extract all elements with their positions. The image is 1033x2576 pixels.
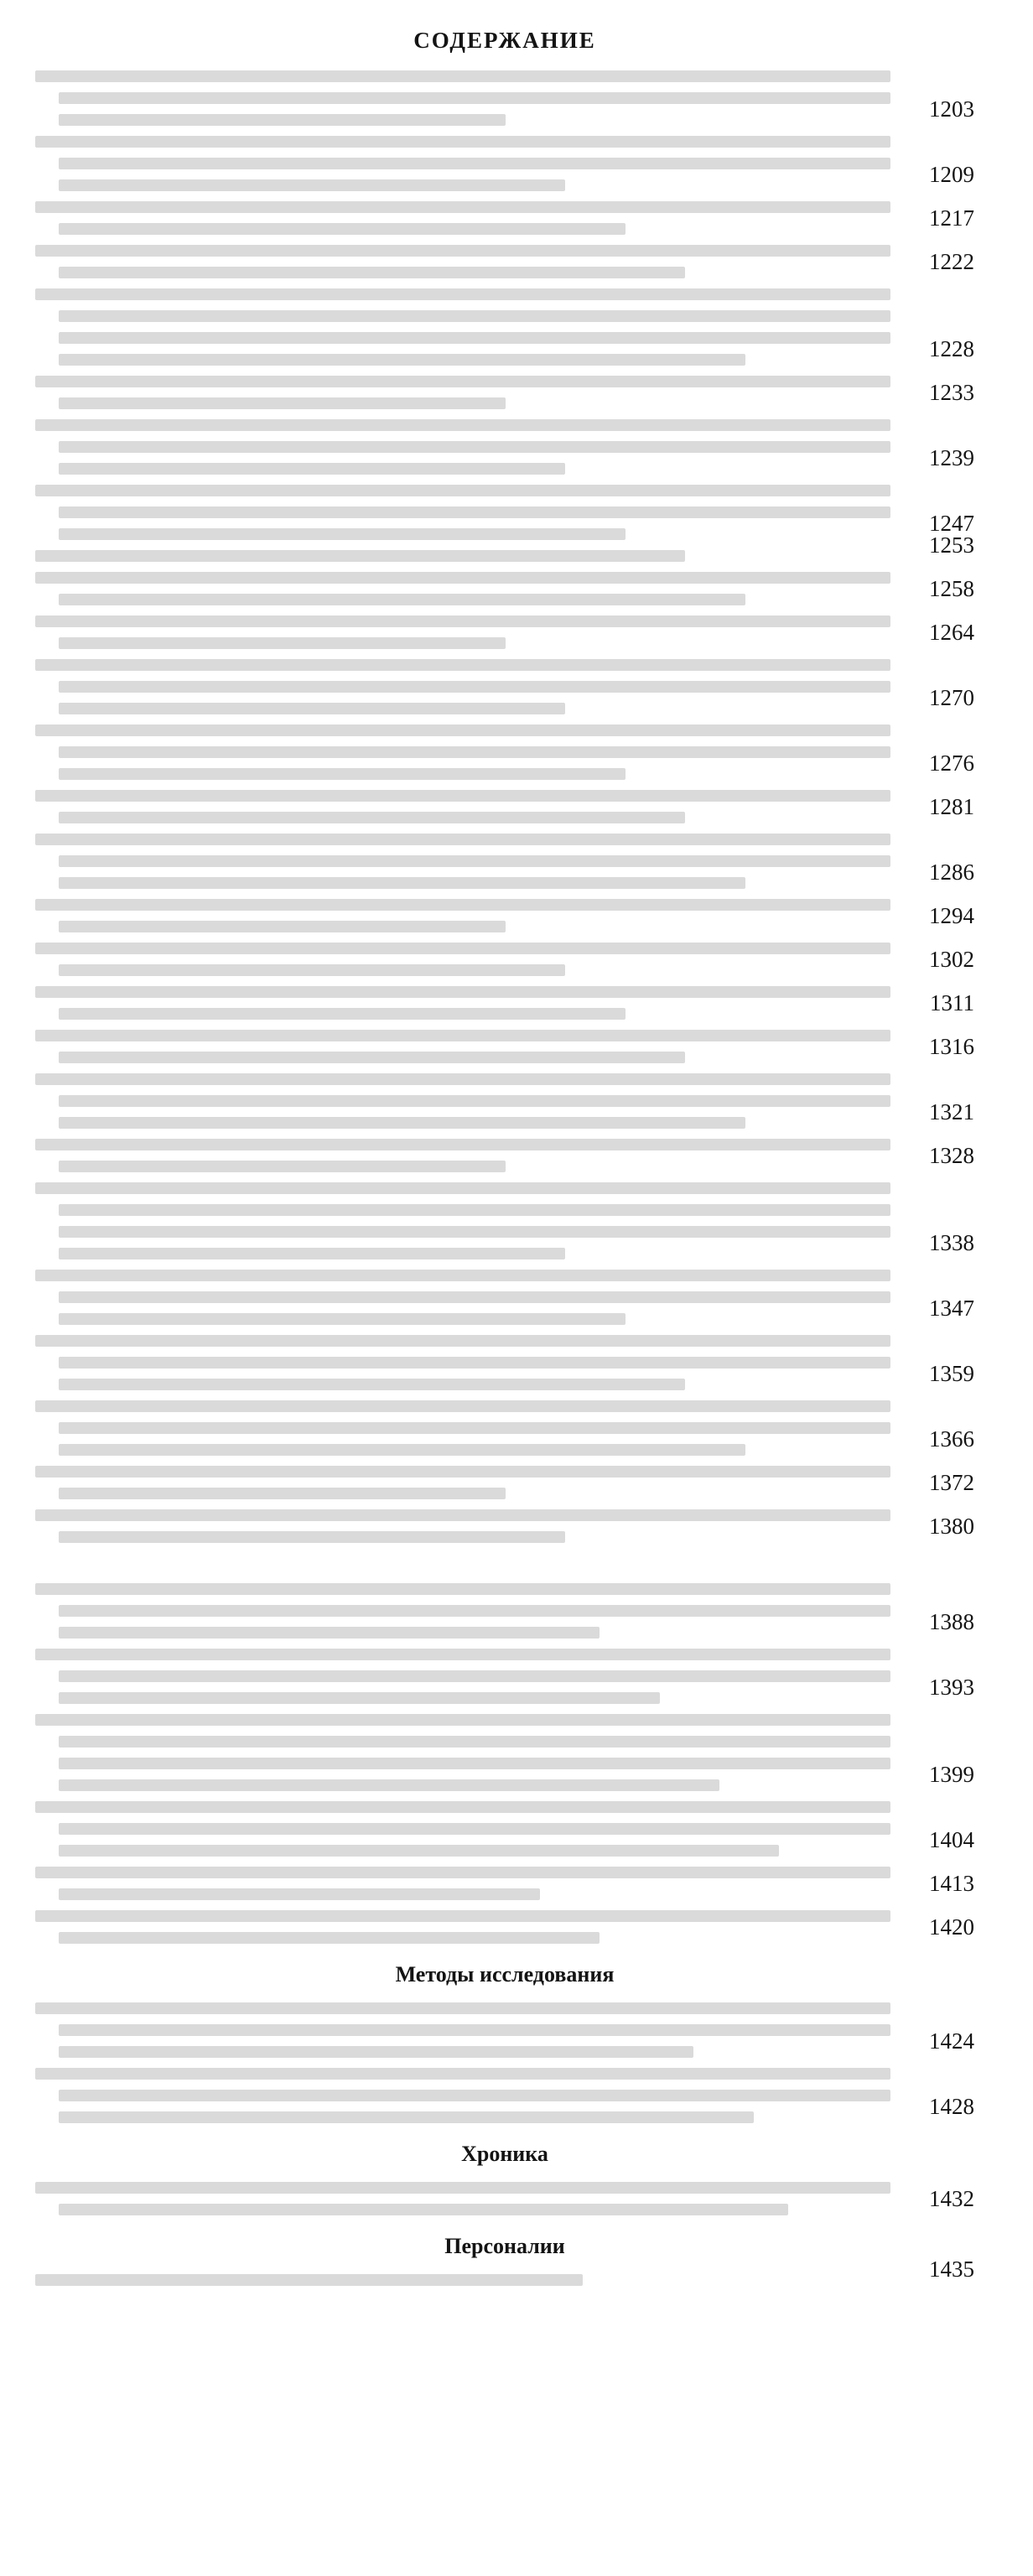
text-line — [59, 2111, 754, 2123]
toc-entry — [35, 1867, 974, 1900]
text-line — [59, 332, 890, 344]
entry-text-placeholder — [35, 790, 890, 823]
toc-entry — [35, 419, 974, 475]
toc-entry — [35, 1509, 974, 1543]
text-line — [59, 921, 506, 932]
text-line — [59, 528, 626, 540]
toc-entry — [35, 1073, 974, 1129]
page-number: 1399 — [929, 1762, 974, 1787]
text-line — [59, 2090, 890, 2101]
text-line — [35, 1139, 890, 1150]
toc-entry — [35, 376, 974, 409]
entry-text-placeholder — [35, 2002, 890, 2058]
text-line — [59, 1204, 890, 1216]
page-number: 1424 — [929, 2028, 974, 2054]
page-number: 1428 — [929, 2094, 974, 2119]
toc-entry — [35, 2068, 974, 2123]
text-line — [59, 1008, 626, 1020]
text-line — [59, 158, 890, 169]
text-line — [35, 2068, 890, 2080]
text-line — [59, 703, 565, 714]
text-line — [59, 1161, 506, 1172]
toc-section — [35, 70, 974, 1543]
text-line — [35, 659, 890, 671]
entry-text-placeholder — [35, 1030, 890, 1063]
page-number: 1217 — [929, 205, 974, 231]
text-line — [59, 179, 565, 191]
text-line — [35, 1801, 890, 1813]
page-number: 1432 — [929, 2186, 974, 2211]
text-line — [35, 724, 890, 736]
entry-text-placeholder — [35, 2274, 890, 2286]
text-line — [59, 1117, 745, 1129]
text-line — [35, 376, 890, 387]
toc-entry — [35, 2257, 974, 2286]
page-number: 1281 — [929, 794, 974, 819]
toc-section — [35, 1583, 974, 1944]
text-line — [59, 92, 890, 104]
text-line — [35, 1583, 890, 1595]
entry-text-placeholder — [35, 1801, 890, 1857]
text-line — [59, 1052, 685, 1063]
page-number: 1380 — [929, 1514, 974, 1539]
text-line — [59, 1627, 600, 1639]
text-line — [35, 1030, 890, 1041]
text-line — [59, 1888, 540, 1900]
page-number: 1239 — [929, 445, 974, 470]
text-line — [35, 790, 890, 802]
toc-entry — [35, 899, 974, 932]
text-line — [35, 1400, 890, 1412]
text-line — [35, 943, 890, 954]
text-line — [35, 136, 890, 148]
toc-entry — [35, 615, 974, 649]
text-line — [59, 1357, 890, 1368]
toc-entry — [35, 70, 974, 126]
entry-text-placeholder — [35, 2068, 890, 2123]
text-line — [59, 855, 890, 867]
text-line — [35, 201, 890, 213]
text-line — [35, 245, 890, 257]
section-heading: Персоналии — [444, 2234, 565, 2258]
entry-text-placeholder — [35, 1466, 890, 1499]
entry-text-placeholder — [35, 485, 890, 540]
entry-text-placeholder — [35, 1509, 890, 1543]
text-line — [59, 310, 890, 322]
text-line — [35, 288, 890, 300]
page-number: 1247 — [929, 511, 974, 536]
entry-text-placeholder — [35, 1714, 890, 1791]
text-line — [59, 1291, 890, 1303]
page-number: 1328 — [929, 1143, 974, 1168]
page-number: 1388 — [929, 1609, 974, 1634]
text-line — [59, 746, 890, 758]
page-number: 1347 — [929, 1296, 974, 1321]
toc-entry — [35, 1030, 974, 1063]
page-number: 1270 — [929, 685, 974, 710]
text-line — [35, 1649, 890, 1660]
text-line — [35, 1910, 890, 1922]
text-line — [35, 572, 890, 584]
page-number: 1253 — [929, 532, 974, 558]
page-title: СОДЕРЖАНИЕ — [413, 28, 596, 53]
toc-entry — [35, 1182, 974, 1259]
page-number: 1435 — [929, 2257, 974, 2282]
text-line — [59, 397, 506, 409]
text-line — [59, 1605, 890, 1617]
table-of-contents — [35, 70, 974, 2286]
text-line — [59, 1932, 600, 1944]
page-number: 1366 — [929, 1426, 974, 1452]
page-number: 1233 — [929, 380, 974, 405]
toc-entry — [35, 986, 974, 1020]
entry-text-placeholder — [35, 1583, 890, 1639]
text-line — [35, 1073, 890, 1085]
toc-entry — [35, 1400, 974, 1456]
text-line — [35, 986, 890, 998]
entry-text-placeholder — [35, 376, 890, 409]
entry-text-placeholder — [35, 1910, 890, 1944]
text-line — [59, 964, 565, 976]
text-line — [35, 615, 890, 627]
text-line — [59, 1779, 719, 1791]
text-line — [59, 768, 626, 780]
text-line — [59, 1226, 890, 1238]
page-number: 1413 — [929, 1871, 974, 1896]
entry-text-placeholder — [35, 615, 890, 649]
entry-text-placeholder — [35, 572, 890, 605]
toc-entry — [35, 1270, 974, 1325]
text-line — [35, 550, 685, 562]
toc-entry — [35, 201, 974, 235]
toc-entry — [35, 943, 974, 976]
toc-entry — [35, 2002, 974, 2058]
entry-text-placeholder — [35, 1182, 890, 1259]
text-line — [59, 1845, 779, 1857]
toc-entry — [35, 1714, 974, 1791]
toc-entry — [35, 659, 974, 714]
page-number: 1420 — [929, 1914, 974, 1940]
entry-text-placeholder — [35, 986, 890, 1020]
toc-entry — [35, 1910, 974, 1944]
toc-entry — [35, 572, 974, 605]
text-line — [35, 485, 890, 496]
page-number: 1311 — [930, 990, 974, 1015]
page-number: 1316 — [929, 1034, 974, 1059]
page-number: 1393 — [929, 1675, 974, 1700]
entry-text-placeholder — [35, 943, 890, 976]
entry-text-placeholder — [35, 136, 890, 191]
text-line — [59, 1758, 890, 1769]
entry-text-placeholder — [35, 1073, 890, 1129]
entry-text-placeholder — [35, 201, 890, 235]
toc-entry — [35, 485, 974, 540]
text-line — [35, 1466, 890, 1478]
text-line — [59, 267, 685, 278]
text-line — [59, 1248, 565, 1259]
text-line — [35, 1867, 890, 1878]
page-number: 1222 — [929, 249, 974, 274]
text-line — [35, 899, 890, 911]
text-line — [59, 1670, 890, 1682]
text-line — [59, 1823, 890, 1835]
text-line — [59, 2204, 788, 2215]
page-number: 1372 — [929, 1470, 974, 1495]
section-heading: Хроника — [461, 2142, 548, 2166]
page-number: 1294 — [929, 903, 974, 928]
toc-entry — [35, 1335, 974, 1390]
toc-entry — [35, 2182, 974, 2215]
entry-text-placeholder — [35, 1335, 890, 1390]
text-line — [35, 1182, 890, 1194]
page-number: 1258 — [929, 576, 974, 601]
toc-entry — [35, 245, 974, 278]
toc-entry — [35, 1466, 974, 1499]
text-line — [59, 1488, 506, 1499]
page-number: 1203 — [929, 96, 974, 122]
text-line — [35, 419, 890, 431]
text-line — [35, 2002, 890, 2014]
toc-entry — [35, 834, 974, 889]
page-number: 1286 — [929, 860, 974, 885]
toc-entry — [35, 724, 974, 780]
toc-entry — [35, 1801, 974, 1857]
entry-text-placeholder — [35, 1270, 890, 1325]
entry-text-placeholder — [35, 288, 890, 366]
page-number: 1404 — [929, 1827, 974, 1852]
text-line — [35, 834, 890, 845]
text-line — [59, 1313, 626, 1325]
text-line — [59, 637, 506, 649]
text-line — [35, 1335, 890, 1347]
toc-section — [35, 1959, 974, 2123]
page-number: 1228 — [929, 336, 974, 361]
entry-text-placeholder — [35, 1139, 890, 1172]
text-line — [59, 1692, 660, 1704]
text-line — [35, 2182, 890, 2194]
text-line — [35, 2274, 583, 2286]
text-line — [59, 2024, 890, 2036]
toc-entry — [35, 1649, 974, 1704]
text-line — [35, 70, 890, 82]
page-number: 1321 — [929, 1099, 974, 1124]
text-line — [59, 2046, 693, 2058]
text-line — [35, 1509, 890, 1521]
text-line — [59, 1531, 565, 1543]
toc-section — [35, 2138, 974, 2215]
entry-text-placeholder — [35, 834, 890, 889]
page-number: 1338 — [929, 1230, 974, 1255]
section-heading: Методы исследования — [395, 1962, 615, 1987]
page-number: 1209 — [929, 162, 974, 187]
entry-text-placeholder — [35, 899, 890, 932]
toc-entry — [35, 790, 974, 823]
toc-section — [35, 2231, 974, 2286]
text-line — [59, 223, 626, 235]
entry-text-placeholder — [35, 245, 890, 278]
toc-entry — [35, 532, 974, 562]
text-line — [59, 1379, 685, 1390]
entry-text-placeholder — [35, 724, 890, 780]
text-line — [59, 877, 745, 889]
text-line — [59, 1095, 890, 1107]
entry-text-placeholder — [35, 419, 890, 475]
entry-text-placeholder — [35, 1400, 890, 1456]
text-line — [59, 1422, 890, 1434]
text-line — [59, 114, 506, 126]
page-number: 1264 — [929, 620, 974, 645]
text-line — [59, 506, 890, 518]
text-line — [59, 812, 685, 823]
page-number: 1359 — [929, 1361, 974, 1386]
text-line — [59, 594, 745, 605]
entry-text-placeholder — [35, 1649, 890, 1704]
toc-entry — [35, 1139, 974, 1172]
text-line — [59, 441, 890, 453]
entry-text-placeholder — [35, 2182, 890, 2215]
page-number: 1302 — [929, 947, 974, 972]
text-line — [59, 463, 565, 475]
text-line — [59, 1444, 745, 1456]
text-line — [59, 354, 745, 366]
toc-entry — [35, 136, 974, 191]
entry-text-placeholder — [35, 1867, 890, 1900]
text-line — [35, 1714, 890, 1726]
entry-text-placeholder — [35, 70, 890, 126]
entry-text-placeholder — [35, 550, 890, 562]
toc-entry — [35, 1583, 974, 1639]
page-number: 1276 — [929, 750, 974, 776]
text-line — [59, 1736, 890, 1748]
text-line — [35, 1270, 890, 1281]
text-line — [59, 681, 890, 693]
toc-entry — [35, 288, 974, 366]
entry-text-placeholder — [35, 659, 890, 714]
